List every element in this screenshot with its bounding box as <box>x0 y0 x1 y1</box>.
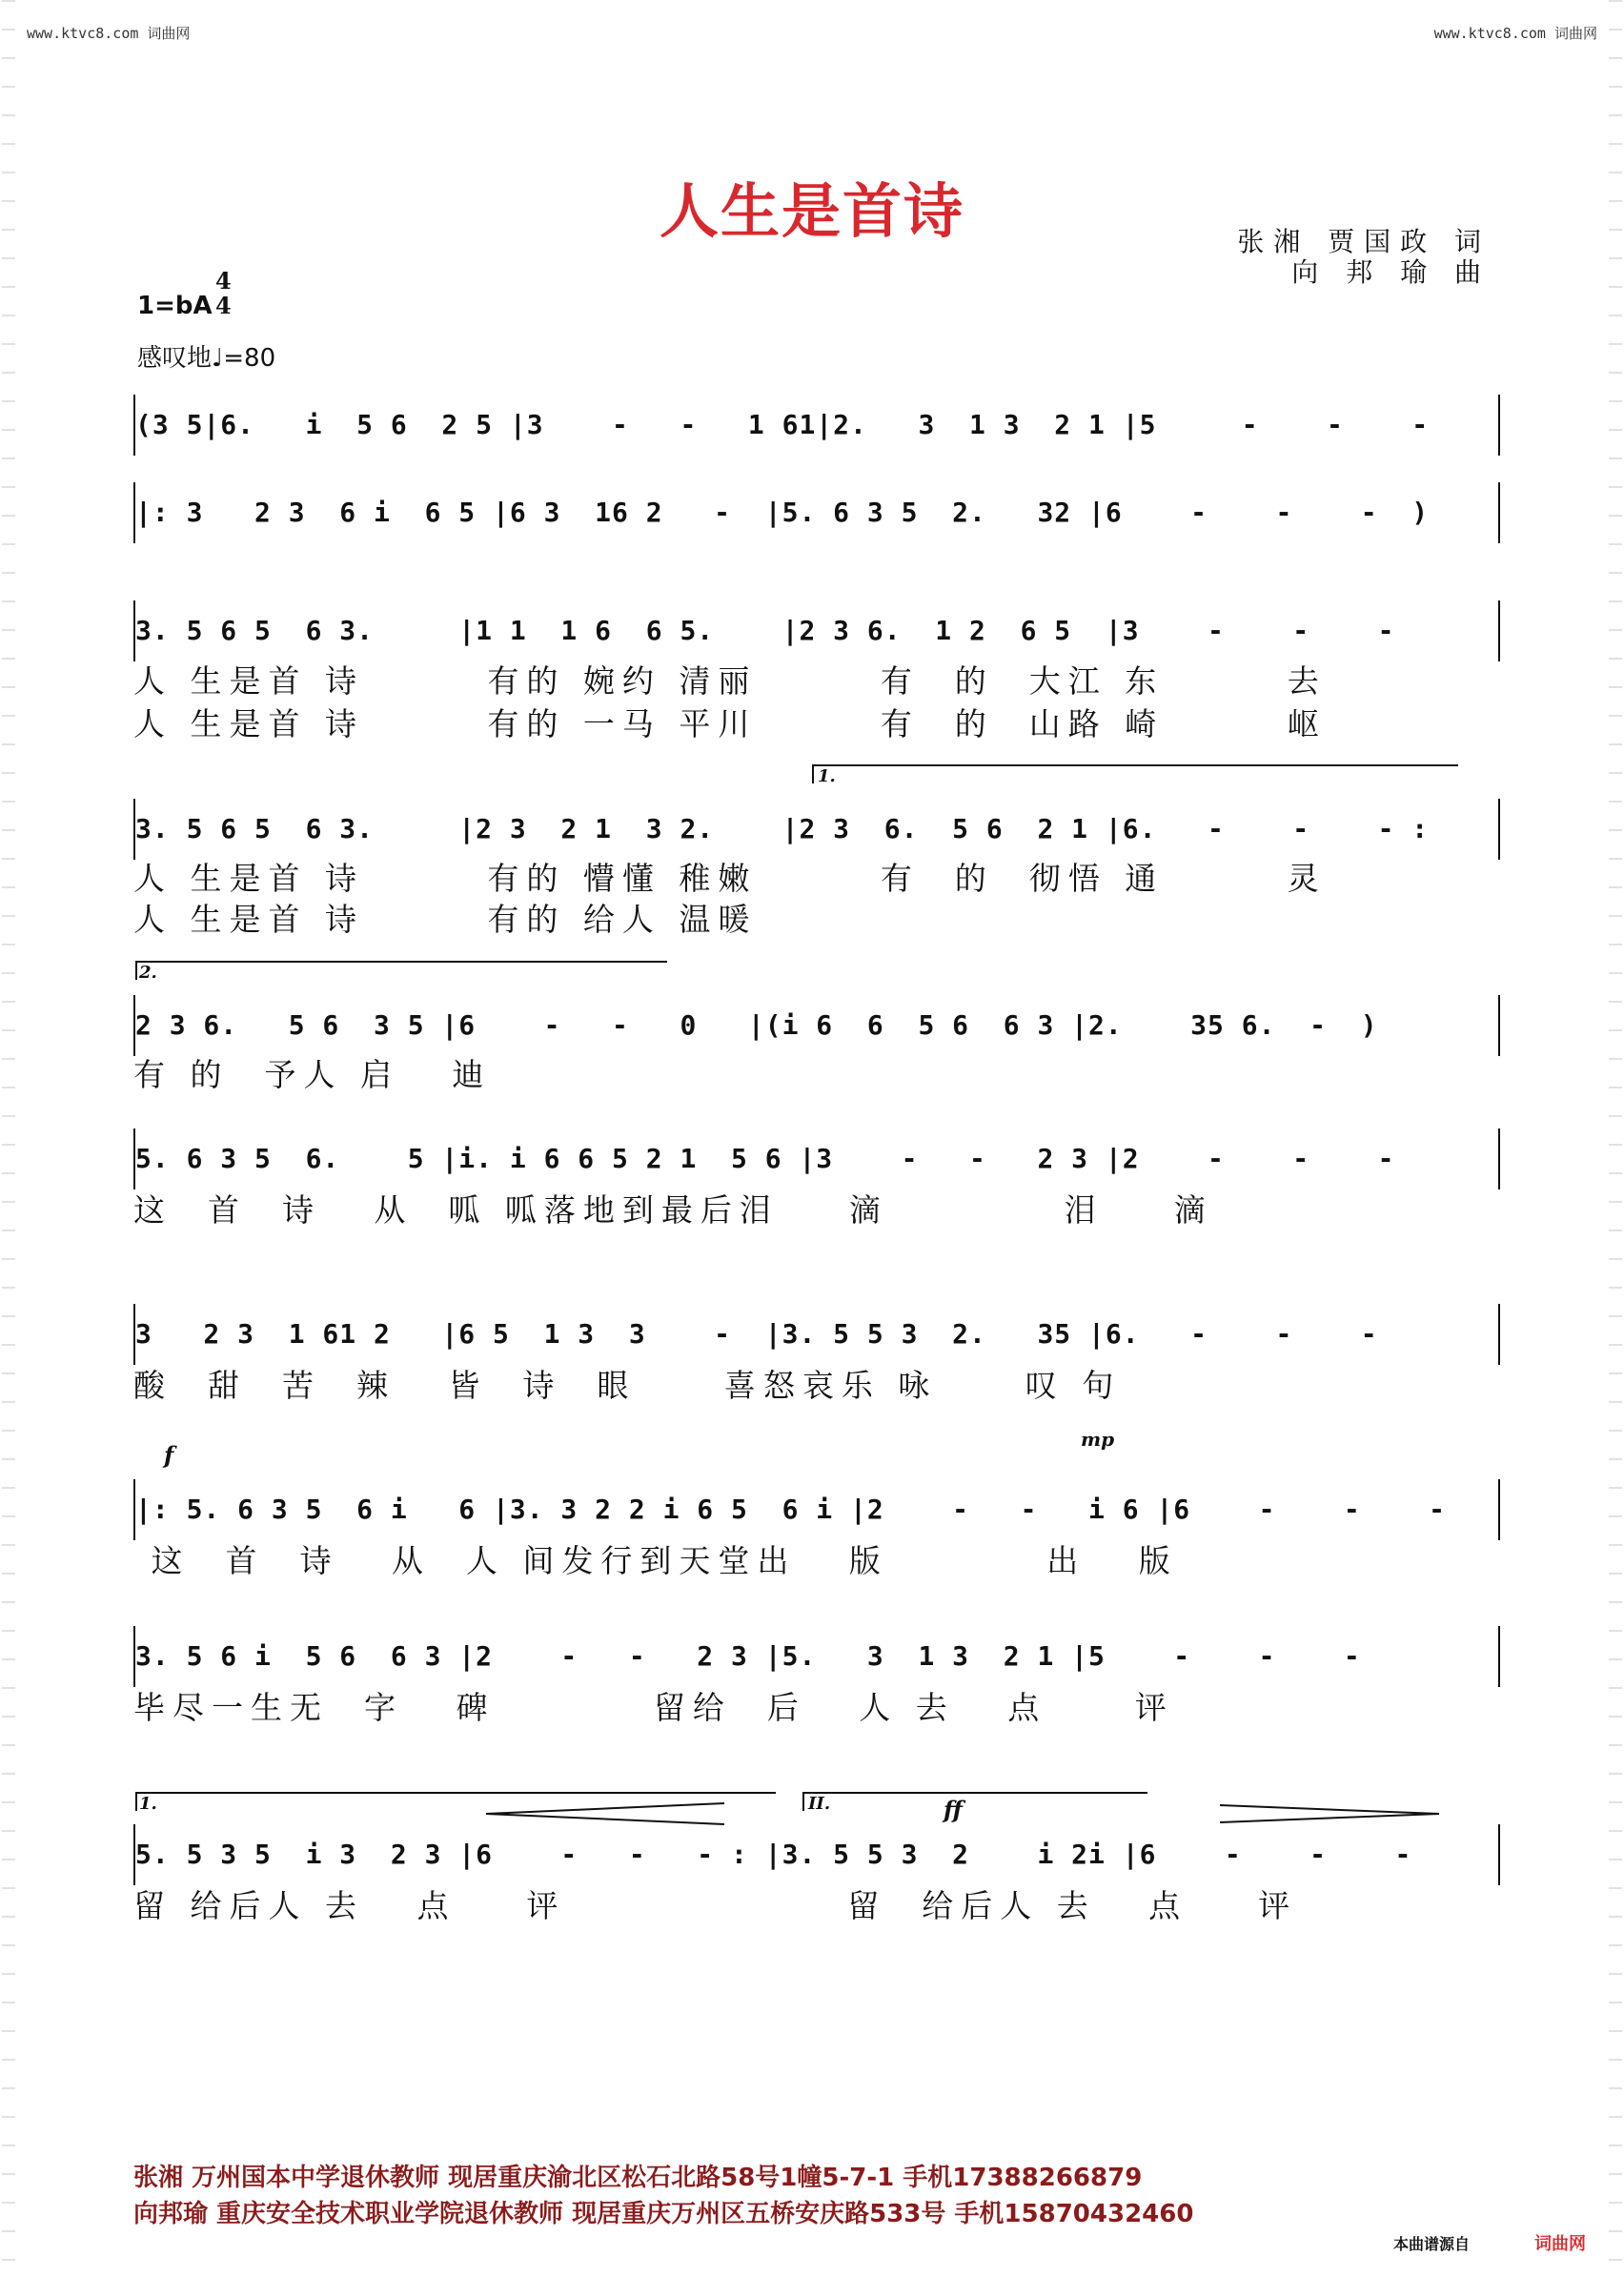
dynamic-mezzo-piano: mp <box>1081 1428 1115 1451</box>
lyric-line-10: 留 给后人 去 点 评 留 给后人 去 点 评 <box>133 1887 1298 1924</box>
notation-line-7: 3 2 3 1 61 2 |6 5 1 3 3 - |3. 5 5 3 2. 35 |6. - - - <box>133 1304 1500 1365</box>
footer-lyricist-info: 张湘 万州国本中学退休教师 现居重庆渝北区松石北路58号1幢5-7-1 手机17388266879 <box>133 2164 1143 2192</box>
watermark-left: www.ktvc8.com 词曲网 <box>27 25 191 42</box>
tempo-marking: 感叹地♩=80 <box>137 344 276 373</box>
lyric-line-4-verse-1: 人 生是首 诗 有的 懵懂 稚嫩 有 的 彻悟 通 灵 <box>133 860 1327 897</box>
composer-credit: 向 邦 瑜 曲 <box>1291 256 1491 288</box>
watermark-right: www.ktvc8.com 词曲网 <box>1433 25 1597 42</box>
volta-bracket-2 <box>135 961 667 980</box>
right-border-strip <box>1609 0 1622 2277</box>
lyric-line-6: 这 首 诗 从 呱 呱落地到最后泪 滴 泪 滴 <box>133 1191 1213 1229</box>
lyric-line-3-verse-2: 人 生是首 诗 有的 一马 平川 有 的 山路 崎 岖 <box>133 705 1327 742</box>
volta-bracket-1 <box>812 764 1458 783</box>
footer-composer-info: 向邦瑜 重庆安全技术职业学院退休教师 现居重庆万州区五桥安庆路533号 手机15870432460 <box>133 2200 1194 2228</box>
source-label: 本曲谱源自 <box>1393 2235 1471 2253</box>
left-border-strip <box>2 0 15 2277</box>
volta-bracket-4 <box>802 1792 1147 1811</box>
notation-line-2: |: 3 2 3 6 i 6 5 |6 3 16 2 - |5. 6 3 5 2. 32 |6 - - - ) <box>133 482 1500 543</box>
notation-line-5: 2 3 6. 5 6 3 5 |6 - - 0 |(i 6 6 5 6 6 3 |2. 35 6. - ) <box>133 995 1500 1056</box>
song-title: 人生是首诗 <box>659 176 964 246</box>
key-signature: 1=bA <box>137 292 213 320</box>
lyric-line-7: 酸 甜 苦 辣 皆 诗 眼 喜怒哀乐 咏 叹 句 <box>133 1367 1122 1404</box>
time-signature <box>215 269 232 318</box>
notation-line-10: 5. 5 3 5 i 3 2 3 |6 - - - : |3. 5 5 3 2 i 2i |6 - - - <box>133 1824 1500 1885</box>
lyric-line-4-verse-2: 人 生是首 诗 有的 给人 温暖 <box>133 901 758 938</box>
lyric-line-3-verse-1: 人 生是首 诗 有的 婉约 清丽 有 的 大江 东 去 <box>133 662 1327 700</box>
notation-line-6: 5. 6 3 5 6. 5 |i. i 6 6 5 2 1 5 6 |3 - - 2 3 |2 - - - <box>133 1128 1500 1189</box>
site-link[interactable]: 词曲网 <box>1534 2234 1586 2254</box>
notation-line-9: 3. 5 6 i 5 6 6 3 |2 - - 2 3 |5. 3 1 3 2 1 |5 - - - <box>133 1626 1500 1687</box>
volta-label-2: 2. <box>139 963 157 983</box>
notation-line-4: 3. 5 6 5 6 3. |2 3 2 1 3 2. |2 3 6. 5 6 2 1 |6. - - - : <box>133 799 1500 860</box>
lyric-line-8: 这 首 诗 从 人 间发行到天堂出 版 出 版 <box>133 1542 1178 1579</box>
lyric-line-5: 有 的 予人 启 迪 <box>133 1056 492 1093</box>
time-signature-top: 4 <box>215 267 232 295</box>
dynamic-fortissimo: ff <box>944 1796 963 1823</box>
time-signature-bottom: 4 <box>215 292 232 319</box>
lyric-line-9: 毕尽一生无 字 碑 留给 后 人 去 点 评 <box>133 1689 1174 1726</box>
volta-label-3: 1. <box>139 1794 157 1814</box>
notation-line-8: |: 5. 6 3 5 6 i 6 |3. 3 2 2 i 6 5 6 i |2 - - i 6 |6 - - - <box>133 1479 1500 1540</box>
lyricist-credit: 张湘 贾国政 词 <box>1237 226 1491 257</box>
volta-label-1: 1. <box>818 766 836 786</box>
notation-line-3: 3. 5 6 5 6 3. |1 1 1 6 6 5. |2 3 6. 1 2 6 5 |3 - - - <box>133 600 1500 661</box>
notation-line-1: (3 5|6. i 5 6 2 5 |3 - - 1 61|2. 3 1 3 2 1 |5 - - - <box>133 395 1500 456</box>
volta-label-4: II. <box>808 1794 831 1814</box>
dynamic-forte: f <box>164 1441 174 1469</box>
